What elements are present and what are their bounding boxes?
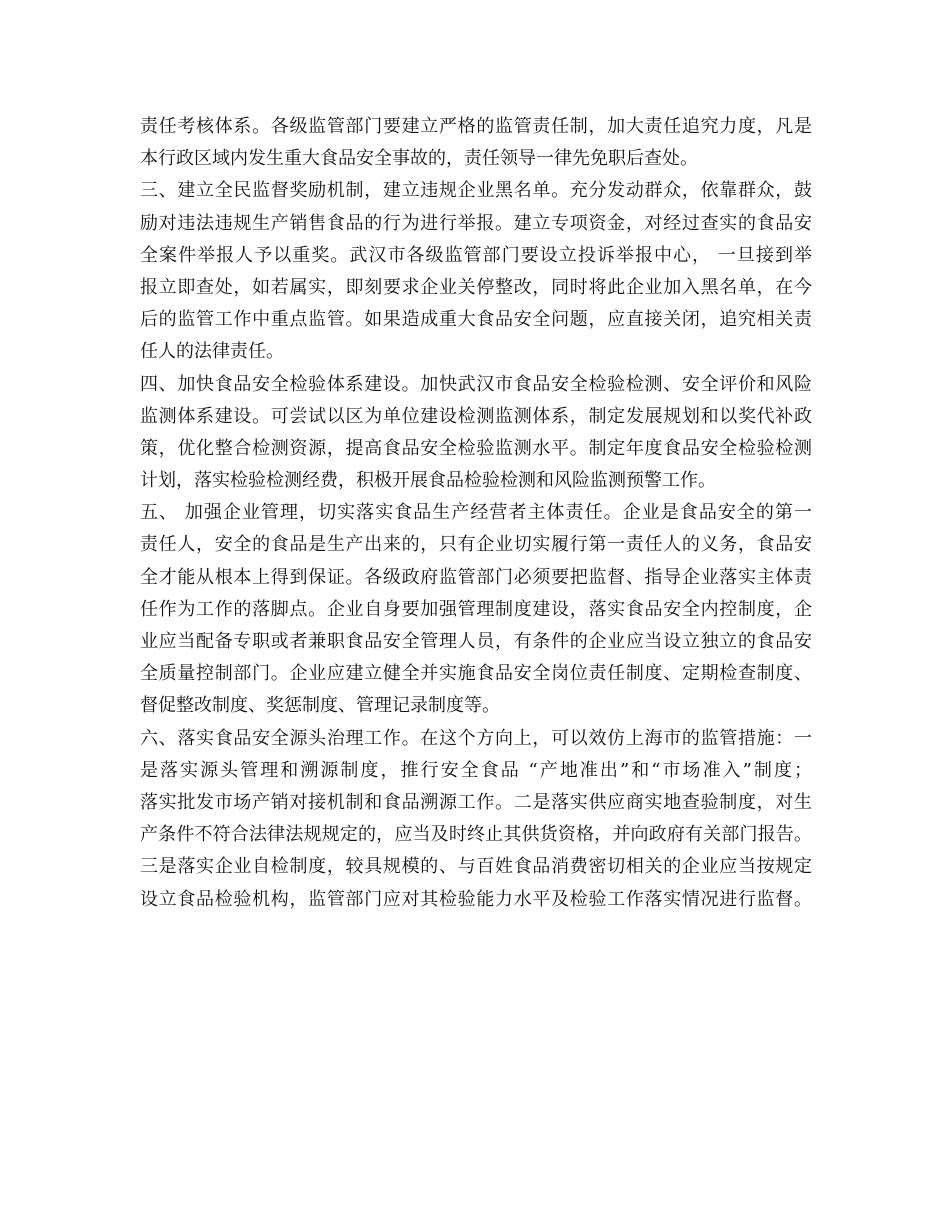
text-line: 任作为工作的落脚点。企业自身要加强管理制度建设，落实食品安全内控制度，企	[140, 598, 812, 620]
text-line: 落实批发市场产销对接机制和食品溯源工作。二是落实供应商实地查验制度，对生	[140, 791, 812, 813]
text-line: 责任考核体系。各级监管部门要建立严格的监管责任制，加大责任追究力度，凡是	[140, 116, 812, 137]
text-line: 策，优化整合检测资源，提高食品安全检验监测水平。制定年度食品安全检验检测	[140, 437, 812, 459]
text-line: 监测体系建设。可尝试以区为单位建设检测监测体系，制定发展规划和以奖代补政	[140, 405, 812, 427]
text-line: 全案件举报人予以重奖。武汉市各级监管部门要设立投诉举报中心， 一旦接到举	[140, 244, 812, 266]
text-line: 设立食品检验机构，监管部门应对其检验能力水平及检验工作落实情况进行监督。	[140, 888, 812, 910]
text-line: 本行政区域内发生重大食品安全事故的，责任领导一律先免职后查处。	[140, 148, 698, 170]
text-line: 业应当配备专职或者兼职食品安全管理人员，有条件的企业应当设立独立的食品安	[140, 631, 812, 652]
text-line: 报立即查处，如若属实，即刻要求企业关停整改，同时将此企业加入黑名单，在今	[140, 276, 812, 298]
text-line: 后的监管工作中重点监管。如果造成重大食品安全问题，应直接关闭，追究相关责	[140, 309, 812, 331]
text-line: 督促整改制度、奖惩制度、管理记录制度等。	[140, 695, 500, 717]
document-body	[140, 111, 812, 916]
text-line: 五、 加强企业管理，切实落实食品生产经营者主体责任。企业是食品安全的第一	[140, 502, 812, 524]
text-line: 是落实源头管理和溯源制度，推行安全食品 “产地准出”和“市场准入”制度；	[140, 759, 812, 781]
text-line: 三、建立全民监督奖励机制，建立违规企业黑名单。充分发动群众，依靠群众，鼓	[140, 180, 812, 202]
text-line: 产条件不符合法律法规规定的，应当及时终止其供货资格，并向政府有关部门报告。	[140, 824, 812, 846]
text-line: 励对违法违规生产销售食品的行为进行举报。建立专项资金，对经过查实的食品安	[140, 212, 812, 234]
text-line: 任人的法律责任。	[140, 341, 284, 363]
text-line: 全才能从根本上得到保证。各级政府监管部门必须要把监督、指导企业落实主体责	[140, 566, 812, 588]
text-line: 六、落实食品安全源头治理工作。在这个方向上，可以效仿上海市的监管措施：一	[140, 727, 812, 749]
text-line: 全质量控制部门。企业应建立健全并实施食品安全岗位责任制度、定期检查制度、	[140, 663, 812, 685]
text-line: 三是落实企业自检制度，较具规模的、与百姓食品消费密切相关的企业应当按规定	[140, 856, 812, 878]
text-line: 计划，落实检验检测经费，积极开展食品检验检测和风险监测预警工作。	[140, 470, 716, 492]
text-line: 责任人，安全的食品是生产出来的，只有企业切实履行第一责任人的义务，食品安	[140, 534, 812, 556]
text-line: 四、加快食品安全检验体系建设。加快武汉市食品安全检验检测、安全评价和风险	[140, 373, 812, 395]
